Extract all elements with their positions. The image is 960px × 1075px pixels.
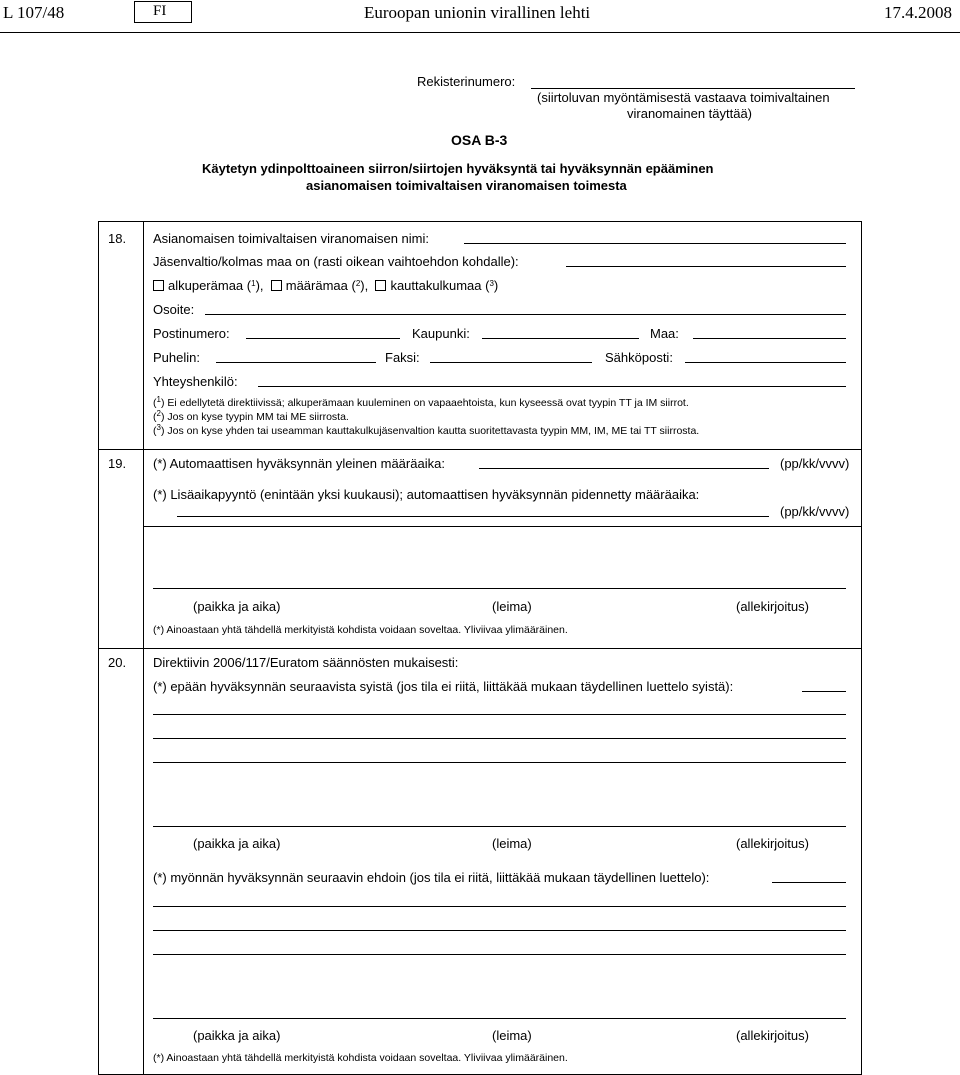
transit-checkbox[interactable] (375, 280, 386, 291)
member-state-field[interactable] (566, 266, 846, 267)
section-number: 18. (108, 231, 127, 246)
signature-caption: (allekirjoitus) (736, 836, 809, 851)
form-title: asianomaisen toimivaltaisen viranomaisen toimesta (306, 178, 627, 193)
place-time-caption: (paikka ja aika) (193, 1028, 281, 1043)
approval-label: (*) myönnän hyväksynnän seuraavin ehdoin (jos tila ei riitä, liittäkää mukaan täydellinen luettelo): (153, 870, 710, 885)
email-label: Sähköposti: (605, 350, 673, 365)
footnote-number: 3 (156, 423, 161, 432)
refusal-label: (*) epään hyväksynnän seuraavista syistä (jos tila ei riitä, liittäkää mukaan täydellinen luettelo syistä): (153, 679, 734, 694)
signature-line[interactable] (153, 1018, 846, 1019)
footnote-number: 2 (156, 409, 161, 418)
header-rule (0, 32, 960, 33)
address-field[interactable] (205, 314, 846, 315)
page-reference: L 107/48 (3, 3, 65, 22)
refusal-reasons-field[interactable] (802, 691, 846, 692)
email-field[interactable] (685, 362, 846, 363)
extension-label: (*) Lisäaikapyyntö (enintään yksi kuukausi); automaattisen hyväksynnän pidennetty määräaika: (153, 487, 700, 502)
approval-conditions-line[interactable] (153, 954, 846, 955)
signature-line[interactable] (153, 588, 846, 589)
footnote-text: Ei edellytetä direktiivissä; alkuperämaan kuuleminen on vapaaehtoista, kun kyseessä ovat tyypin TT ja IM siirrot. (167, 397, 689, 409)
approval-conditions-line[interactable] (153, 930, 846, 931)
section-divider (98, 449, 861, 450)
stamp-caption: (leima) (492, 599, 532, 614)
contact-person-field[interactable] (258, 386, 846, 387)
stamp-caption: (leima) (492, 1028, 532, 1043)
section-number: 19. (108, 456, 127, 471)
postcode-field[interactable] (246, 338, 400, 339)
refusal-reasons-line[interactable] (153, 762, 846, 763)
general-deadline-label: (*) Automaattisen hyväksynnän yleinen määräaika: (153, 456, 445, 471)
signature-line[interactable] (153, 826, 846, 827)
footnote: ($^1$) Ei edellytetä direktiivissä; alkuperämaan kuuleminen on vapaaehtoista, kun kyseessä ovat tyypin TT ja IM siirrot. (153, 395, 689, 409)
date-format-hint: (pp/kk/vvvv) (780, 504, 850, 519)
postcode-label: Postinumero: (153, 326, 230, 341)
date-format-hint: (pp/kk/vvvv) (780, 456, 850, 471)
origin-checkbox[interactable] (153, 280, 164, 291)
phone-label: Puhelin: (153, 350, 200, 365)
footnote-text: Jos on kyse yhden tai useamman kauttakulkujäsenvaltion kautta suoritettavasta tyypin MM, IM, ME tai TT siirrosta. (167, 425, 700, 437)
asterisk-note: (*) Ainoastaan yhtä tähdellä merkityistä kohdista voidaan soveltaa. Yliviivaa ylimääräinen. (153, 1052, 568, 1064)
country-field[interactable] (693, 338, 846, 339)
form-title: Käytetyn ydinpolttoaineen siirron/siirtojen hyväksyntä tai hyväksynnän epääminen (202, 161, 714, 176)
section-divider (98, 648, 861, 649)
destination-checkbox[interactable] (271, 280, 282, 291)
footnote-number: 1 (156, 395, 161, 404)
general-deadline-field[interactable] (479, 468, 769, 469)
contact-person-label: Yhteyshenkilö: (153, 374, 238, 389)
registration-note: viranomainen täyttää) (627, 106, 753, 121)
section-number: 20. (108, 655, 127, 670)
authority-name-label: Asianomaisen toimivaltaisen viranomaisen nimi: (153, 231, 430, 246)
refusal-reasons-line[interactable] (153, 738, 846, 739)
asterisk-note: (*) Ainoastaan yhtä tähdellä merkityistä kohdista voidaan soveltaa. Yliviivaa ylimääräinen. (153, 624, 568, 636)
registration-field[interactable] (531, 88, 855, 89)
approval-conditions-field[interactable] (772, 882, 846, 883)
fax-label: Faksi: (385, 350, 420, 365)
signature-caption: (allekirjoitus) (736, 599, 809, 614)
place-time-caption: (paikka ja aika) (193, 836, 281, 851)
legal-basis: Direktiivin 2006/117/Euratom säännösten mukaisesti: (153, 655, 459, 670)
language-code: FI (153, 3, 167, 19)
footnote-ref: 1 (251, 279, 256, 288)
origin-label: alkuperämaa ( (168, 278, 252, 293)
country-label: Maa: (650, 326, 679, 341)
approval-conditions-line[interactable] (153, 906, 846, 907)
footnote-ref: 3 (489, 279, 494, 288)
registration-note: (siirtoluvan myöntämisestä vastaava toimivaltainen (537, 90, 830, 105)
phone-field[interactable] (216, 362, 376, 363)
footnote-text: Jos on kyse tyypin MM tai ME siirrosta. (167, 411, 349, 423)
stamp-caption: (leima) (492, 836, 532, 851)
address-label: Osoite: (153, 302, 195, 317)
journal-date: 17.4.2008 (884, 3, 952, 22)
transit-label: kauttakulkumaa ( (390, 278, 490, 293)
extension-deadline-field[interactable] (177, 516, 769, 517)
section-divider (143, 526, 861, 527)
city-field[interactable] (482, 338, 639, 339)
destination-label: määrämaa ( (285, 278, 356, 293)
registration-label: Rekisterinumero: (417, 74, 516, 89)
city-label: Kaupunki: (412, 326, 470, 341)
signature-caption: (allekirjoitus) (736, 1028, 809, 1043)
member-state-label: Jäsenvaltio/kolmas maa on (rasti oikean vaihtoehdon kohdalle): (153, 254, 519, 269)
footnote: ($^3$) Jos on kyse yhden tai useamman kauttakulkujäsenvaltion kautta suoritettavasta tyypin MM, IM, ME tai TT siirrosta. (153, 423, 700, 437)
place-time-caption: (paikka ja aika) (193, 599, 281, 614)
fax-field[interactable] (430, 362, 592, 363)
refusal-reasons-line[interactable] (153, 714, 846, 715)
journal-title: Euroopan unionin virallinen lehti (364, 3, 591, 22)
part-heading: OSA B-3 (451, 132, 508, 148)
authority-name-field[interactable] (464, 243, 846, 244)
country-role-options: alkuperämaa ($^1$), määrämaa ($^2$), kauttakulkumaa ($^3$) (153, 278, 498, 293)
footnote-ref: 2 (355, 279, 361, 288)
footnote: ($^2$) Jos on kyse tyypin MM tai ME siirrosta. (153, 409, 349, 423)
